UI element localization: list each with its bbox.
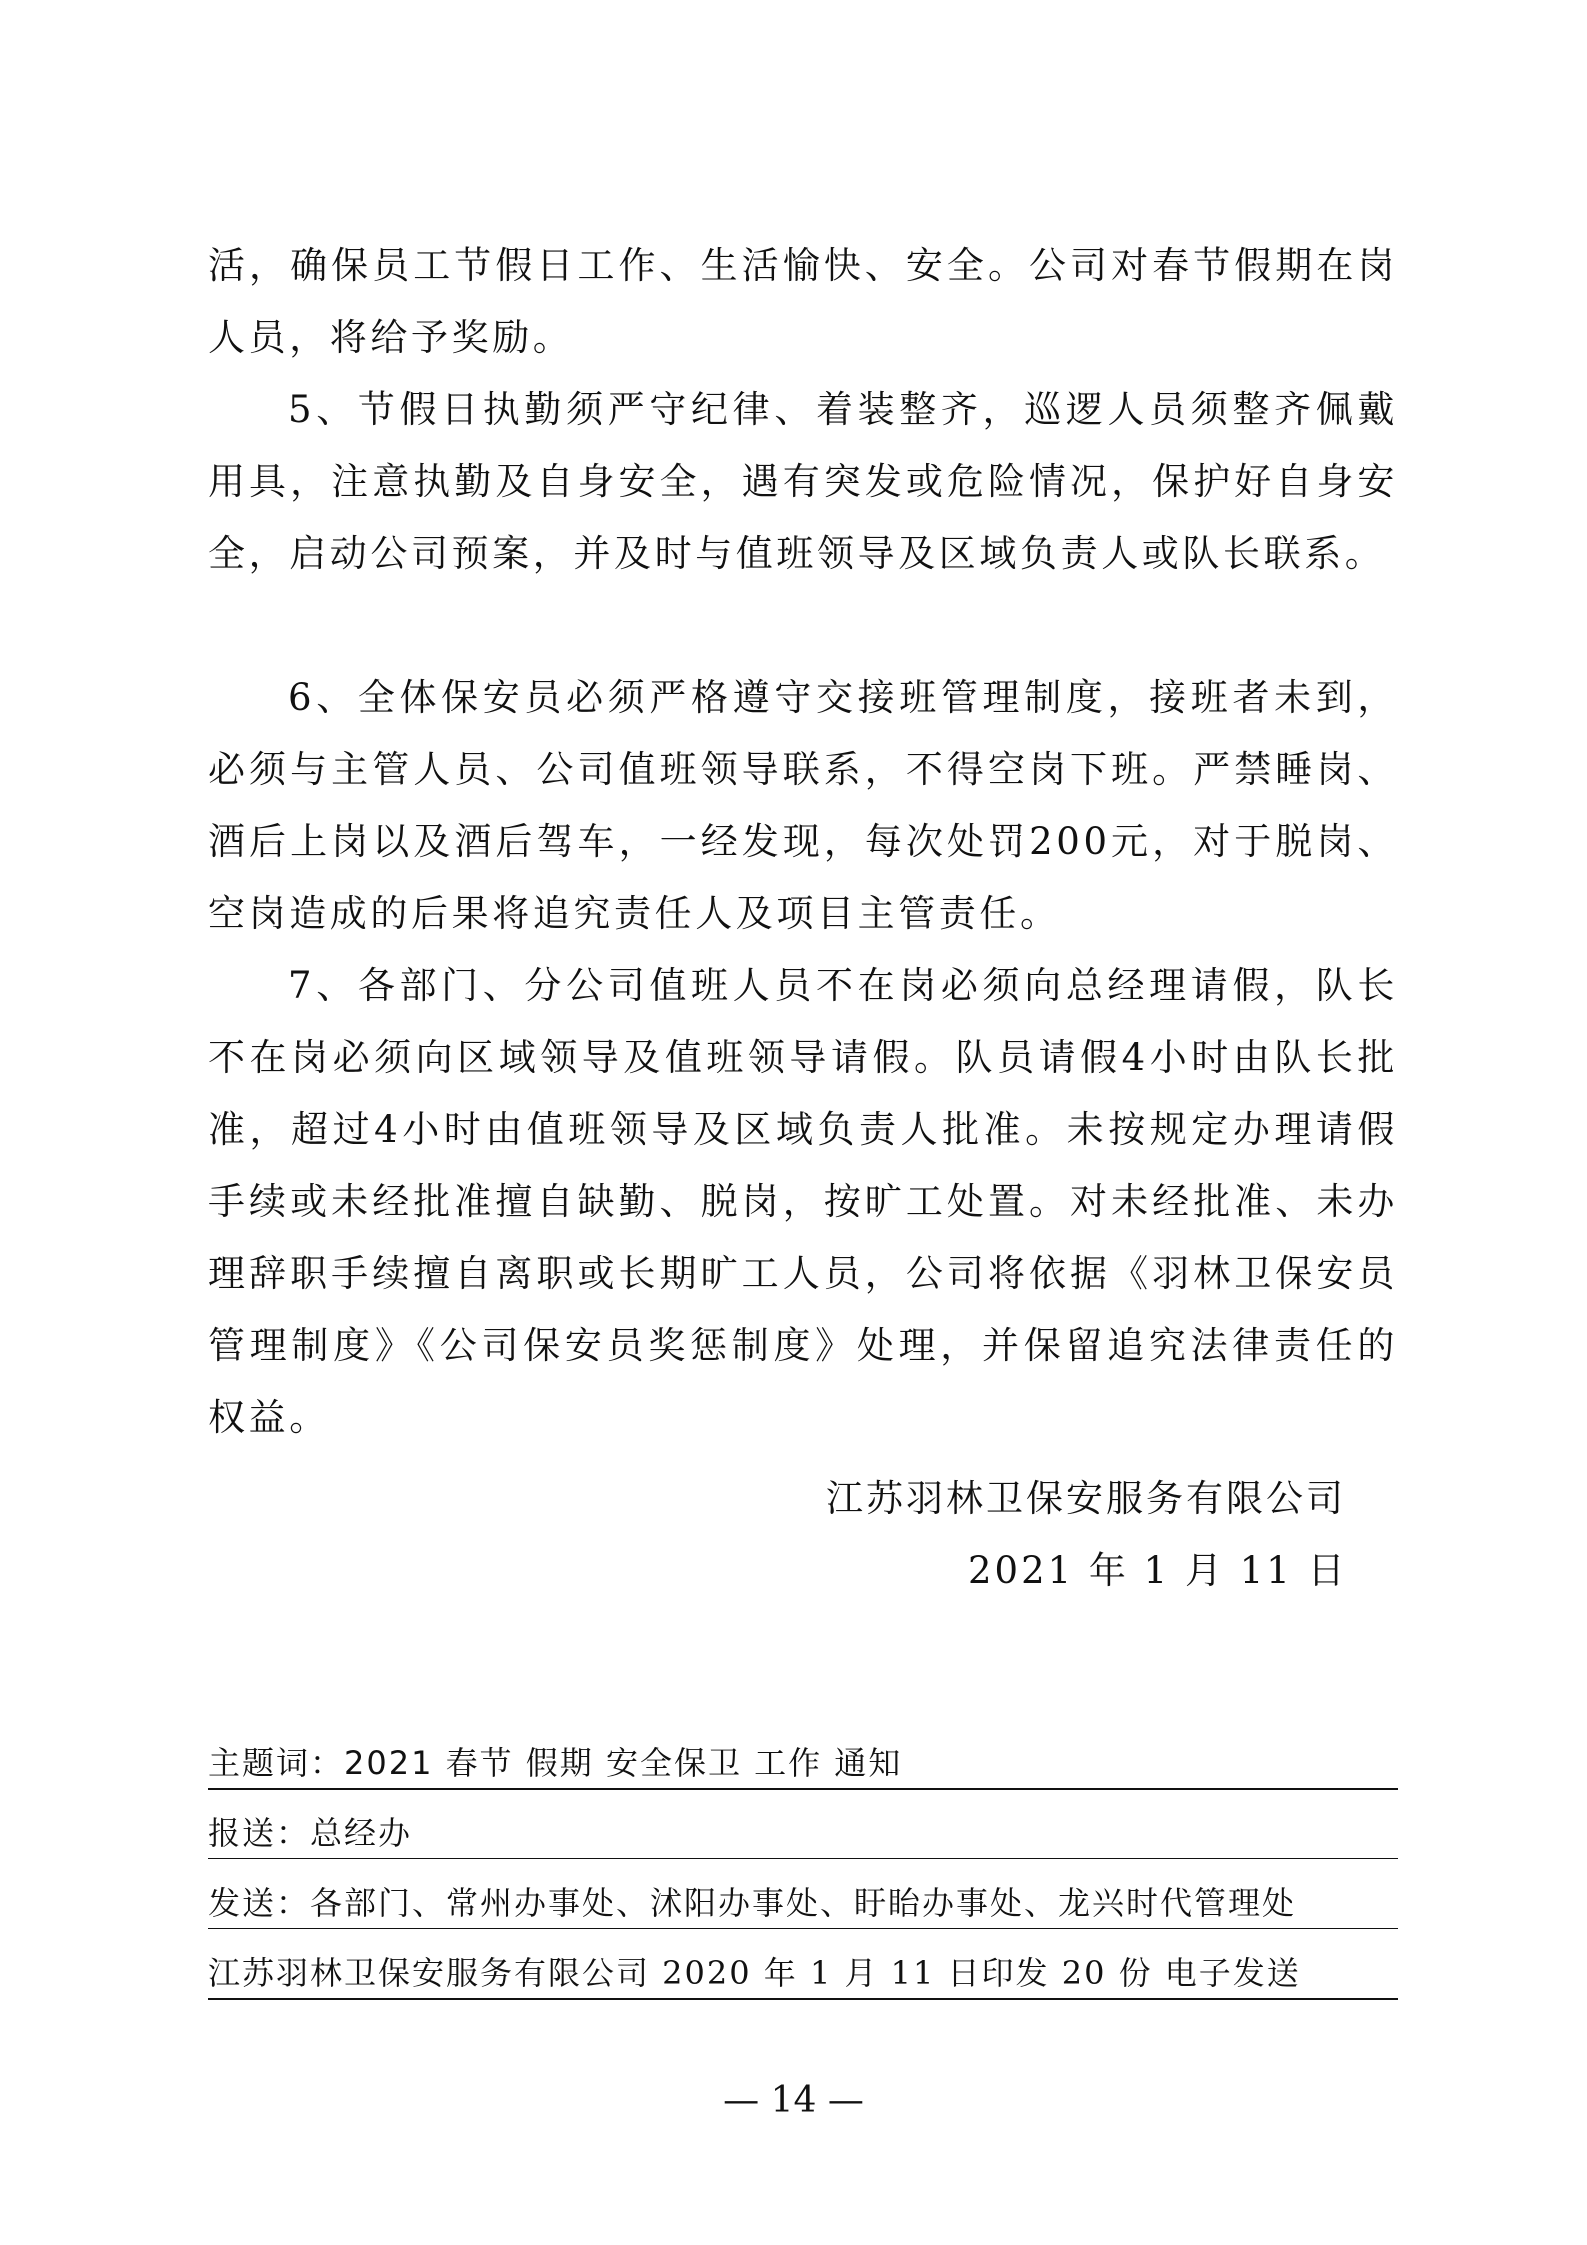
divider-top: [208, 1788, 1398, 1790]
paragraph-item-5: 5、节假日执勤须严守纪律、着装整齐，巡逻人员须整齐佩戴用具，注意执勤及自身安全，遇有突发或危险情况，保护好自身安全，启动公司预案，并及时与值班领导及区域负责人或队长联系。: [208, 388, 1398, 575]
issue-line: 江苏羽林卫保安服务有限公司 2020 年 1 月 11 日印发 20 份 电子发送: [208, 1954, 1301, 1992]
divider-send: [208, 1928, 1398, 1929]
paragraph-item-6: 6、全体保安员必须严格遵守交接班管理制度，接班者未到，必须与主管人员、公司值班领导联系，不得空岗下班。严禁睡岗、酒后上岗以及酒后驾车，一经发现，每次处罚200元，对于脱岗、空岗造成的后果将追究责任人及项目主管责任。: [208, 676, 1398, 935]
paragraph-continued: 活，确保员工节假日工作、生活愉快、安全。公司对春节假期在岗人员，将给予奖励。: [208, 244, 1398, 359]
divider-bottom: [208, 1998, 1398, 2000]
report-to: 报送：总经办: [208, 1814, 413, 1852]
signature-company: 江苏羽林卫保安服务有限公司: [826, 1477, 1346, 1520]
signature-date: 2021 年 1 月 11 日: [968, 1549, 1348, 1592]
paragraph-item-7: 7、各部门、分公司值班人员不在岗必须向总经理请假，队长不在岗必须向区域领导及值班领导请假。队员请假4小时由队长批准，超过4小时由值班领导及区域负责人批准。未按规定办理请假手续或未经批准擅自缺勤、脱岗，按旷工处置。对未经批准、未办理辞职手续擅自离职或长期旷工人员，公司将依据《羽林卫保安员管理制度》《公司保安员奖惩制度》处理，并保留追究法律责任的权益。: [208, 964, 1398, 1439]
send-to: 发送：各部门、常州办事处、沭阳办事处、盱眙办事处、龙兴时代管理处: [208, 1884, 1297, 1922]
page-number: — 14 —: [723, 2080, 864, 2121]
subject-keywords: 主题词：2021 春节 假期 安全保卫 工作 通知: [208, 1744, 903, 1782]
divider-report: [208, 1858, 1398, 1859]
